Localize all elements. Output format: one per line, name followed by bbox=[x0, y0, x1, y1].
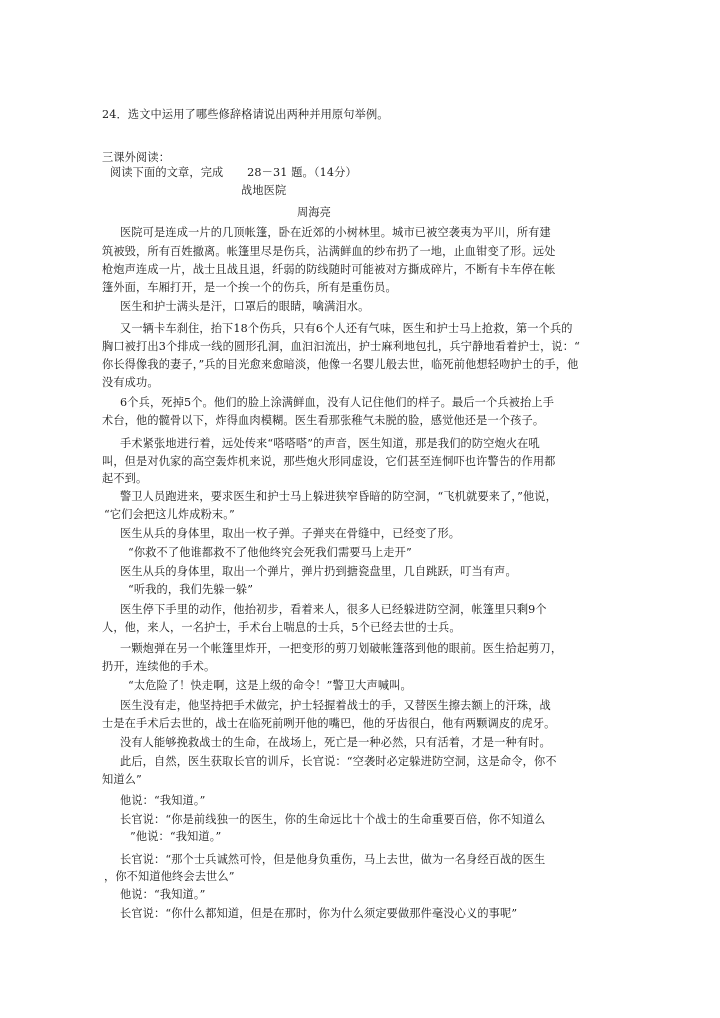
article-line: 没有成功。 bbox=[102, 376, 159, 389]
instruction-prefix: 阅读下面的文章，完成 bbox=[110, 166, 224, 179]
article-line: 长官说：“那个士兵诚然可怜，但是他身负重伤，马上去世，做为一名身经百战的医生 bbox=[120, 853, 546, 866]
article-line: 警卫人员跑进来，要求医生和护士马上躲进狭窄昏暗的防空洞，“飞机就要来了，”他说， bbox=[120, 490, 557, 503]
instruction-range: 28－31 题。（14分） bbox=[247, 166, 357, 179]
article-line: 叫，但是对仇家的高空轰炸机来说，那些炮火形同虚设，它们甚至连恫吓也许警告的作用都 bbox=[102, 455, 556, 468]
article-line: 士是在手术后去世的，战士在临死前咧开他的嘴巴，他的牙齿很白，他有两颗调皮的虎牙。 bbox=[102, 717, 556, 730]
article-line: 篷外面，车厢打开，是一个挨一个的伤兵，所有是重伤员。 bbox=[102, 281, 397, 294]
article-line: ，你不知道他终会去世么” bbox=[104, 870, 235, 883]
article-line: 枪炮声连成一片，战士且战且退，纤弱的防线随时可能被对方撕成碎片，不断有卡车停在帐 bbox=[102, 263, 556, 276]
article-author: 周海亮 bbox=[297, 206, 332, 219]
article-line: 他说：“我知道。” bbox=[120, 794, 206, 807]
article-line: 此后，自然，医生获取长官的训斥，长官说：“空袭时必定躲进防空洞，这是命令，你不 bbox=[120, 755, 557, 768]
question-24: 24．选文中运用了哪些修辞格请说出两种并用原句举例。 bbox=[102, 108, 389, 121]
article-line: 他说：“我知道。” bbox=[120, 888, 206, 901]
article-line: 医生停下手里的动作，他抬初步，看着来人，很多人已经躲进防空洞，帐篷里只剩9个 bbox=[120, 603, 547, 616]
article-line: 一颗炮弹在另一个帐篷里炸开，一把变形的剪刀划破帐篷落到他的眼前。医生拾起剪刀， bbox=[120, 642, 563, 655]
article-line: 6个兵，死掉5个。他们的脸上涂满鲜血，没有人记住他们的样子。最后一个兵被抬上手 bbox=[120, 396, 555, 409]
article-line: “太危险了！快走啊，这是上级的命令！”警卫大声喊叫。 bbox=[128, 679, 412, 692]
article-line: 术台，他的髋骨以下，炸得血肉模糊。医生看那张稚气未脱的脸，感觉他还是一个孩子。 bbox=[102, 414, 545, 427]
article-line: 长官说：“你什么都知道，但是在那时，你为什么须定要做那件毫没心义的事呢” bbox=[120, 907, 518, 920]
article-line: 没有人能够挽救战士的生命，在战场上，死亡是一种必然，只有活着，才是一种有时。 bbox=[120, 736, 551, 749]
article-line: 长官说：“你是前线独一的医生，你的生命远比十个战士的生命重要百倍，你不知道么 bbox=[120, 813, 546, 826]
article-line: 扔开，连续他的手术。 bbox=[102, 660, 216, 673]
article-line: 起不到。 bbox=[102, 472, 148, 485]
reading-instruction bbox=[110, 166, 357, 180]
article-line: 医生从兵的身体里，取出一枚子弹。子弹夹在骨缝中，已经变了形。 bbox=[120, 527, 461, 540]
article-line: ”他说：“我知道。” bbox=[130, 830, 222, 843]
article-line: “它们会把这儿炸成粉末。” bbox=[104, 508, 235, 521]
article-line: 又一辆卡车刹住，抬下18个伤兵，只有6个人还有气味，医生和护士马上抢救，第一个兵的 bbox=[120, 322, 573, 335]
article-line: 医生没有走，他坚持把手术做完，护士轻握着战士的手，又替医生擦去额上的汗珠，战 bbox=[120, 699, 551, 712]
article-line: 胸口被打出3个排成一线的圆形孔洞，血汩汩流出，护士麻利地包扎，兵宁静地看着护士，说：“ bbox=[102, 340, 580, 353]
article-line: 医生从兵的身体里，取出一个弹片，弹片扔到搪瓷盘里，几自跳跃，叮当有声。 bbox=[120, 565, 517, 578]
article-line: 知道么” bbox=[102, 773, 142, 786]
article-line: 你长得像我的妻子，”兵的目光愈来愈暗淡，他像一名婴儿般去世，临死前他想轻吻护士的手，他 bbox=[102, 358, 579, 371]
section-heading: 三课外阅读： bbox=[102, 151, 171, 164]
article-title: 战地医院 bbox=[241, 184, 287, 197]
article-line: 人，他，来人，一名护士，手术台上喘息的士兵，5个已经去世的士兵。 bbox=[102, 621, 461, 634]
article-line: “你救不了他谁都救不了他他终究会死我们需要马上走开” bbox=[128, 546, 412, 559]
article-line: 筑被毁，所有百姓撤离。帐篷里尽是伤兵，沾满鲜血的纱布扔了一地，止血钳变了形。远处 bbox=[102, 245, 556, 258]
article-line: 医生和护士满头是汗，口罩后的眼睛，噙满泪水。 bbox=[120, 300, 370, 313]
article-line: 医院可是连成一片的几顶帐篷，卧在近郊的小树林里。城市已被空袭夷为平川，所有建 bbox=[120, 226, 551, 239]
article-line: 手术紧张地进行着，远处传来“嗒嗒嗒”的声音，医生知道，那是我们的防空炮火在吼 bbox=[120, 437, 540, 450]
article-line: “听我的，我们先躲一躲” bbox=[128, 583, 254, 596]
